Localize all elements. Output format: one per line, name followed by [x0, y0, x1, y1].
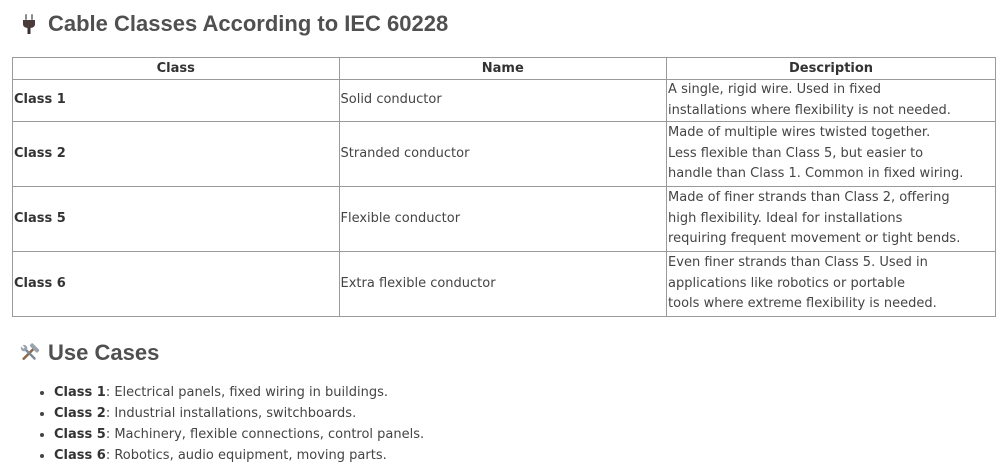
list-item-class: Class 6 [54, 448, 106, 463]
list-item [54, 424, 424, 445]
name-cell: Stranded conductor [339, 122, 667, 187]
table-row [13, 252, 996, 317]
description-cell [667, 252, 996, 317]
description-line: Made of multiple wires twisted together. [668, 125, 931, 141]
list-item-text: : Robotics, audio equipment, moving parts. [105, 448, 387, 463]
description-line: Made of finer strands than Class 2, offering [668, 190, 950, 206]
description-line: tools where extreme flexibility is needed. [668, 296, 937, 312]
description-line: Even finer strands than Class 5. Used in [668, 255, 928, 271]
description-line: requiring frequent movement or tight bends. [668, 231, 961, 247]
class-cell: Class 1 [13, 80, 340, 122]
cable-classes-table [12, 57, 996, 317]
description-line: high flexibility. Ideal for installations [668, 210, 903, 226]
tools-icon [18, 342, 40, 364]
list-item [54, 382, 424, 403]
description-cell [667, 122, 996, 187]
class-cell: Class 6 [13, 252, 340, 317]
description-line: installations where flexibility is not needed. [668, 102, 951, 118]
description-line: Less flexible than Class 5, but easier to [668, 145, 924, 161]
class-cell: Class 5 [13, 187, 340, 252]
table-row [13, 80, 996, 122]
table-header-row [13, 58, 996, 80]
table-row [13, 187, 996, 252]
name-cell: Flexible conductor [339, 187, 667, 252]
description-line: A single, rigid wire. Used in fixed [668, 82, 881, 97]
use-cases-list [18, 382, 424, 466]
name-cell: Extra flexible conductor [339, 252, 667, 317]
section-heading-text: Use Cases [48, 340, 160, 365]
page-title-text: Cable Classes According to IEC 60228 [48, 11, 449, 36]
list-item-text: : Machinery, flexible connections, control panels. [105, 427, 425, 442]
section-heading-use-cases [18, 340, 159, 366]
plug-icon [18, 13, 40, 35]
column-header-description: Description [667, 58, 996, 80]
list-item [54, 445, 424, 466]
page-title [18, 11, 448, 37]
column-header-name: Name [339, 58, 667, 80]
description-cell [667, 80, 996, 122]
list-item-text: : Electrical panels, fixed wiring in buildings. [105, 385, 388, 400]
description-line: applications like robotics or portable [668, 275, 905, 291]
list-item-class: Class 1 [54, 385, 106, 400]
list-item [54, 403, 424, 424]
list-item-class: Class 2 [54, 406, 106, 421]
name-cell: Solid conductor [339, 80, 667, 122]
table-row [13, 122, 996, 187]
description-cell [667, 187, 996, 252]
description-line: handle than Class 1. Common in fixed wiring. [668, 166, 964, 182]
list-item-class: Class 5 [54, 427, 106, 442]
column-header-class: Class [13, 58, 340, 80]
list-item-text: : Industrial installations, switchboards. [105, 406, 357, 421]
class-cell: Class 2 [13, 122, 340, 187]
